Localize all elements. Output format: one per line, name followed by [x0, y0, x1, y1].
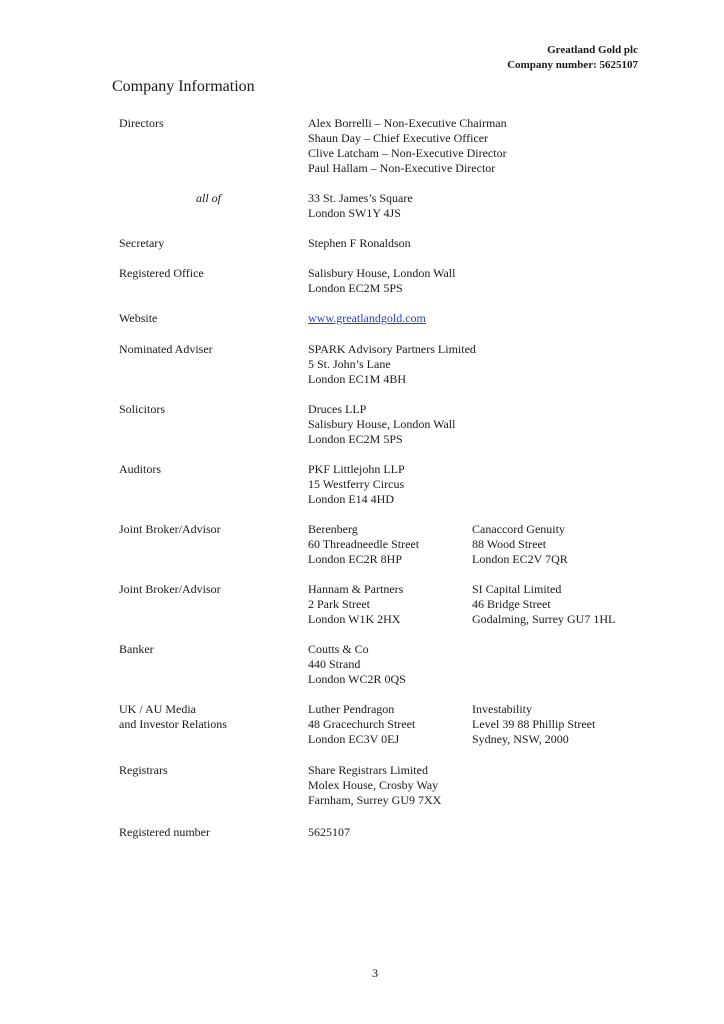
secretary-value: [308, 236, 411, 251]
nominated-adviser-label: Nominated Adviser: [119, 342, 213, 356]
registrars-line-1: Share Registrars Limited: [308, 763, 428, 777]
registered-number-value-wrap: [308, 825, 350, 840]
registrars-label: Registrars: [119, 763, 168, 777]
media-label: [119, 702, 227, 732]
registered-office-line-2: London EC2M 5PS: [308, 281, 403, 295]
solicitors-label: Solicitors: [119, 402, 166, 416]
director-3: Clive Latcham – Non-Executive Director: [308, 146, 507, 160]
joint-broker-1-col1-line-2: 60 Threadneedle Street: [308, 537, 420, 551]
media-col2-line-1: Investability: [472, 702, 532, 716]
joint-broker-1-col1-line-3: London EC2R 8HP: [308, 552, 403, 566]
solicitors-address: [308, 402, 455, 447]
address-line-2: London SW1Y 4JS: [308, 206, 401, 220]
website-link[interactable]: www.greatlandgold.com: [308, 311, 426, 325]
banker-line-3: London WC2R 0QS: [308, 672, 406, 686]
joint-broker-label-1: Joint Broker/Advisor: [119, 522, 221, 536]
joint-broker-1-col1: [308, 522, 419, 567]
registrars-address: [308, 763, 441, 808]
solicitors-line-1: Druces LLP: [308, 402, 367, 416]
address-line-1: 33 St. James’s Square: [308, 191, 413, 205]
joint-broker-2-col2-line-1: SI Capital Limited: [472, 582, 562, 596]
auditors-address: [308, 462, 405, 507]
media-col2-line-2: Level 39 88 Phillip Street: [472, 717, 596, 731]
joint-broker-2-col1-line-2: 2 Park Street: [308, 597, 370, 611]
secretary-name: Stephen F Ronaldson: [308, 236, 411, 250]
joint-broker-2-col1-line-1: Hannam & Partners: [308, 582, 404, 596]
registered-office-address: [308, 266, 455, 296]
nominated-adviser-line-2: 5 St. John’s Lane: [308, 357, 391, 371]
registrars-line-3: Farnham, Surrey GU9 7XX: [308, 793, 442, 807]
banker-line-2: 440 Strand: [308, 657, 361, 671]
media-label-line-2: and Investor Relations: [119, 717, 227, 731]
registered-number-value: 5625107: [308, 825, 350, 839]
auditors-line-2: 15 Westferry Circus: [308, 477, 405, 491]
joint-broker-1-col2: [472, 522, 568, 567]
joint-broker-2-col2: [472, 582, 615, 627]
directors-list: [308, 116, 507, 176]
solicitors-line-2: Salisbury House, London Wall: [308, 417, 456, 431]
auditors-label: Auditors: [119, 462, 161, 476]
all-of-label: all of: [196, 191, 222, 205]
media-col1: [308, 702, 415, 747]
company-number: Company number: 5625107: [507, 59, 638, 71]
director-1: Alex Borrelli – Non-Executive Chairman: [308, 116, 507, 130]
media-label-line-1: UK / AU Media: [119, 702, 196, 716]
registered-office-line-1: Salisbury House, London Wall: [308, 266, 456, 280]
registrars-line-2: Molex House, Crosby Way: [308, 778, 439, 792]
banker-label: Banker: [119, 642, 154, 656]
director-2: Shaun Day – Chief Executive Officer: [308, 131, 489, 145]
media-col2-line-3: Sydney, NSW, 2000: [472, 732, 569, 746]
banker-line-1: Coutts & Co: [308, 642, 369, 656]
nominated-adviser-line-1: SPARK Advisory Partners Limited: [308, 342, 476, 356]
media-col1-line-3: London EC3V 0EJ: [308, 732, 400, 746]
banker-address: [308, 642, 406, 687]
joint-broker-2-col1-line-3: London W1K 2HX: [308, 612, 401, 626]
media-col1-line-2: 48 Gracechurch Street: [308, 717, 416, 731]
page-number: 3: [372, 966, 378, 980]
website-label: Website: [119, 311, 158, 325]
joint-broker-1-col2-line-1: Canaccord Genuity: [472, 522, 565, 536]
joint-broker-1-col2-line-2: 88 Wood Street: [472, 537, 547, 551]
joint-broker-2-col1: [308, 582, 403, 627]
nominated-adviser-address: [308, 342, 476, 387]
registered-office-label: Registered Office: [119, 266, 204, 280]
joint-broker-1-col2-line-3: London EC2V 7QR: [472, 552, 568, 566]
joint-broker-label-2: Joint Broker/Advisor: [119, 582, 221, 596]
company-name: Greatland Gold plc: [547, 44, 638, 56]
auditors-line-1: PKF Littlejohn LLP: [308, 462, 405, 476]
director-4: Paul Hallam – Non-Executive Director: [308, 161, 496, 175]
joint-broker-2-col2-line-3: Godalming, Surrey GU7 1HL: [472, 612, 616, 626]
solicitors-line-3: London EC2M 5PS: [308, 432, 403, 446]
media-col1-line-1: Luther Pendragon: [308, 702, 395, 716]
website-value: [308, 311, 426, 326]
nominated-adviser-line-3: London EC1M 4BH: [308, 372, 407, 386]
document-header: [507, 43, 638, 73]
auditors-line-3: London E14 4HD: [308, 492, 394, 506]
directors-label: Directors: [119, 116, 164, 130]
joint-broker-2-col2-line-2: 46 Bridge Street: [472, 597, 551, 611]
directors-address: [308, 191, 413, 221]
secretary-label: Secretary: [119, 236, 165, 250]
page-title: Company Information: [112, 78, 255, 95]
media-col2: [472, 702, 595, 747]
registered-number-label: Registered number: [119, 825, 210, 839]
joint-broker-1-col1-line-1: Berenberg: [308, 522, 358, 536]
